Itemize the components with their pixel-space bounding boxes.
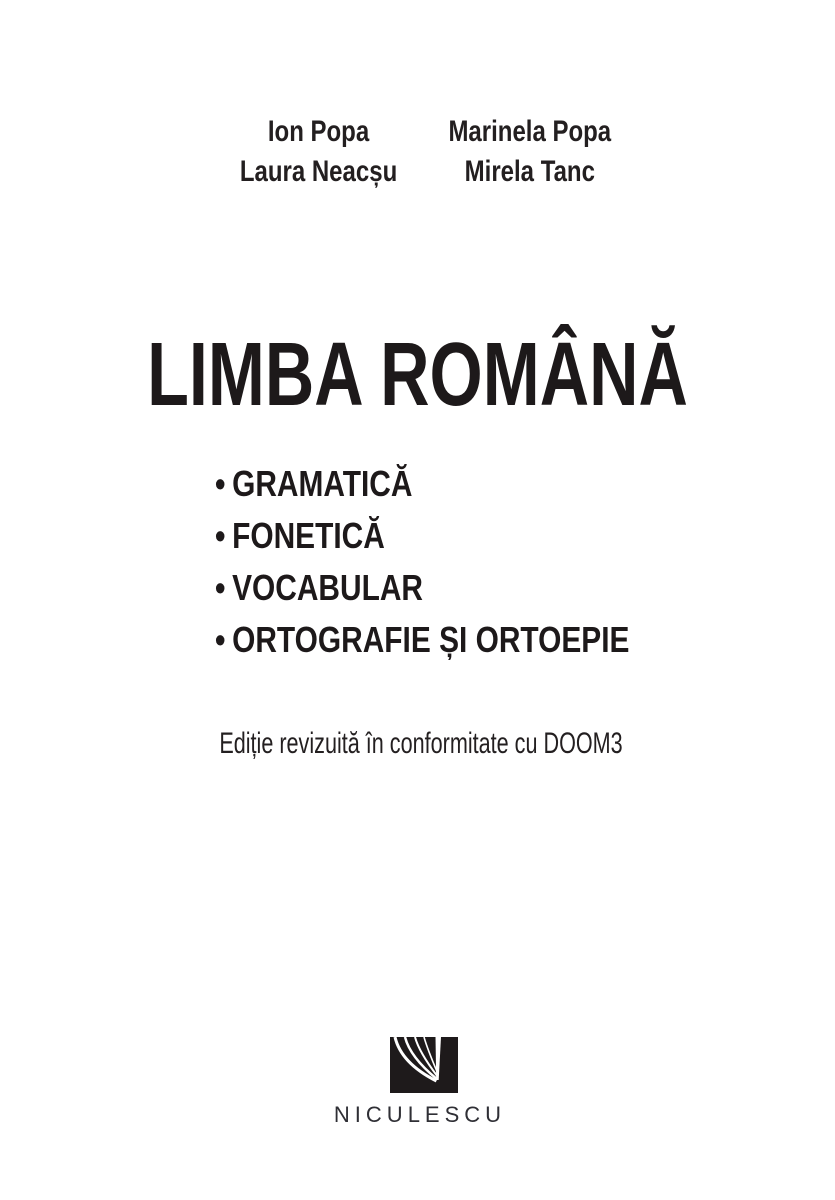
bullet-icon: •: [215, 463, 226, 504]
topic-item: [215, 458, 629, 510]
topic-label: ORTOGRAFIE ȘI ORTOEPIE: [232, 619, 630, 660]
bullet-icon: •: [215, 515, 226, 556]
authors-column-right: [448, 112, 611, 192]
edition-note: Ediție revizuită în conformitate cu DOOM3: [219, 727, 623, 760]
topic-item: [215, 510, 629, 562]
author-name: Ion Popa: [267, 115, 370, 148]
topic-label: GRAMATICĂ: [232, 463, 413, 504]
book-title: LIMBA ROMÂNĂ: [147, 325, 688, 425]
authors-column-left: [240, 112, 397, 192]
author-name: Marinela Popa: [448, 115, 612, 148]
author-name: Mirela Tanc: [464, 155, 595, 188]
bullet-icon: •: [215, 567, 226, 608]
publisher-block: [0, 1037, 835, 1128]
topic-label: FONETICĂ: [232, 515, 385, 556]
book-pages-logo-icon: [390, 1037, 458, 1093]
publisher-name: NICULESCU: [333, 1102, 507, 1127]
author-name: Laura Neacșu: [239, 155, 398, 188]
topic-item: [215, 614, 629, 666]
topics-list: [215, 458, 629, 666]
bullet-icon: •: [215, 619, 226, 660]
topic-item: [215, 562, 629, 614]
topic-label: VOCABULAR: [232, 567, 424, 608]
authors-block: [92, 112, 760, 192]
